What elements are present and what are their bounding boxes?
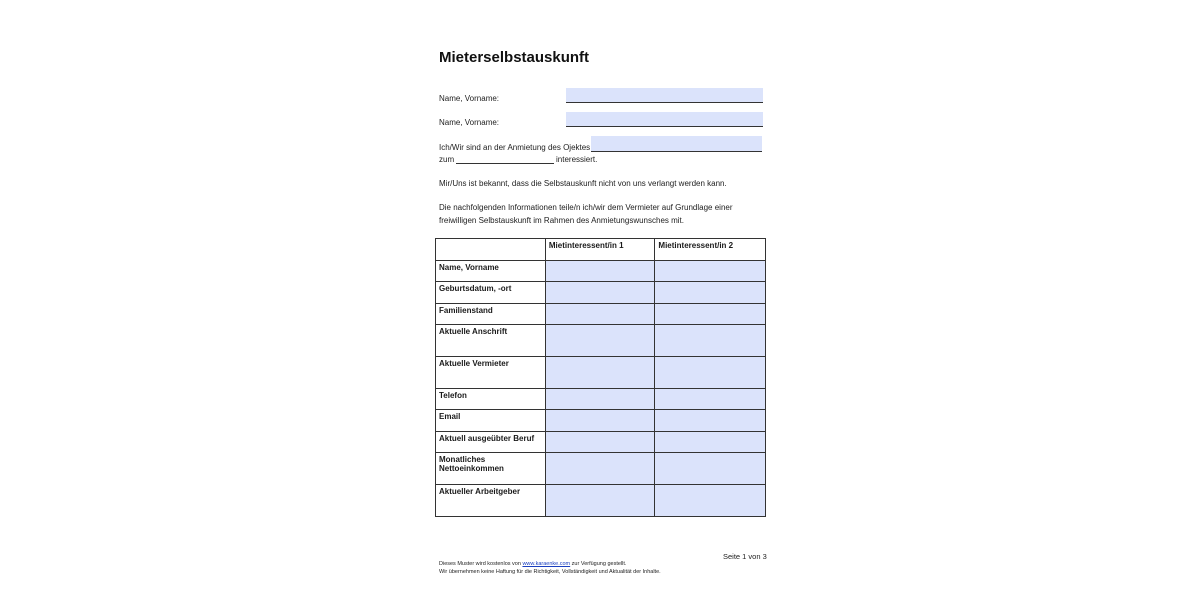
- interest-suffix-text: interessiert.: [556, 155, 598, 164]
- table-row: [436, 261, 766, 282]
- footer-line-2: Wir übernehmen keine Haftung für die Richtigkeit, Vollständigkeit und Aktualität der Inhalte.: [439, 569, 661, 575]
- tenant-2-cell[interactable]: [655, 325, 766, 357]
- column-header-tenant-2: Mietinteressent/in 2: [655, 239, 766, 261]
- tenant-1-cell[interactable]: [545, 261, 655, 282]
- interest-zum-text: zum: [439, 155, 455, 164]
- tenant-2-cell[interactable]: [655, 432, 766, 453]
- tenant-1-cell[interactable]: [545, 325, 655, 357]
- row-label: Familienstand: [436, 304, 546, 325]
- tenant-2-cell[interactable]: [655, 410, 766, 432]
- footer-line-1: [439, 561, 626, 567]
- tenant-1-cell[interactable]: [545, 432, 655, 453]
- table-row: [436, 357, 766, 389]
- tenant-2-cell[interactable]: [655, 453, 766, 485]
- column-header-tenant-1: Mietinteressent/in 1: [545, 239, 655, 261]
- tenant-2-cell[interactable]: [655, 389, 766, 410]
- row-label: Aktuelle Anschrift: [436, 325, 546, 357]
- self-disclosure-table: [435, 238, 766, 517]
- name-field-1[interactable]: [566, 88, 763, 103]
- tenant-2-cell[interactable]: [655, 357, 766, 389]
- row-label: Monatliches Nettoeinkommen: [436, 453, 546, 485]
- object-field[interactable]: [591, 136, 762, 152]
- table-row: [436, 453, 766, 485]
- table-header-row: [436, 239, 766, 261]
- tenant-2-cell[interactable]: [655, 261, 766, 282]
- info-paragraph: [439, 202, 733, 227]
- footer-suffix: zur Verfügung gestellt.: [571, 561, 627, 567]
- info-line-2: freiwilligen Selbstauskunft im Rahmen des Anmietungswunsches mit.: [439, 215, 685, 225]
- row-label: Email: [436, 410, 546, 432]
- page-title: Mieterselbstauskunft: [439, 49, 590, 66]
- tenant-1-cell[interactable]: [545, 410, 655, 432]
- tenant-2-cell[interactable]: [655, 304, 766, 325]
- footer-prefix: Dieses Muster wird kostenlos von: [439, 561, 521, 567]
- tenant-1-cell[interactable]: [545, 357, 655, 389]
- table-row: [436, 304, 766, 325]
- tenant-1-cell[interactable]: [545, 304, 655, 325]
- table-row: [436, 485, 766, 517]
- tenant-2-cell[interactable]: [655, 485, 766, 517]
- row-label: Aktueller Arbeitgeber: [436, 485, 546, 517]
- page-number: Seite 1 von 3: [723, 552, 767, 561]
- table-row: [436, 432, 766, 453]
- info-line-1: Die nachfolgenden Informationen teile/n ich/wir dem Vermieter auf Grundlage einer: [439, 203, 733, 212]
- row-label: Aktuell ausgeübter Beruf: [436, 432, 546, 453]
- date-field[interactable]: [456, 163, 554, 164]
- tenant-1-cell[interactable]: [545, 453, 655, 485]
- row-label: Telefon: [436, 389, 546, 410]
- tenant-1-cell[interactable]: [545, 485, 655, 517]
- footer-link[interactable]: www.karaenke.com: [522, 561, 571, 567]
- table-row: [436, 410, 766, 432]
- row-label: Geburtsdatum, -ort: [436, 282, 546, 304]
- row-label: Aktuelle Vermieter: [436, 357, 546, 389]
- table-corner-cell: [436, 239, 546, 261]
- name-label-2: Name, Vorname:: [439, 118, 500, 127]
- table-row: [436, 325, 766, 357]
- name-field-2[interactable]: [566, 112, 763, 127]
- table-row: [436, 282, 766, 304]
- tenant-1-cell[interactable]: [545, 389, 655, 410]
- interest-prefix-text: Ich/Wir sind an der Anmietung des Ojektes: [439, 143, 591, 152]
- name-label-1: Name, Vorname:: [439, 94, 500, 103]
- notice-text: Mir/Uns ist bekannt, dass die Selbstauskunft nicht von uns verlangt werden kann.: [439, 179, 727, 188]
- tenant-1-cell[interactable]: [545, 282, 655, 304]
- row-label: Name, Vorname: [436, 261, 546, 282]
- table-row: [436, 389, 766, 410]
- tenant-2-cell[interactable]: [655, 282, 766, 304]
